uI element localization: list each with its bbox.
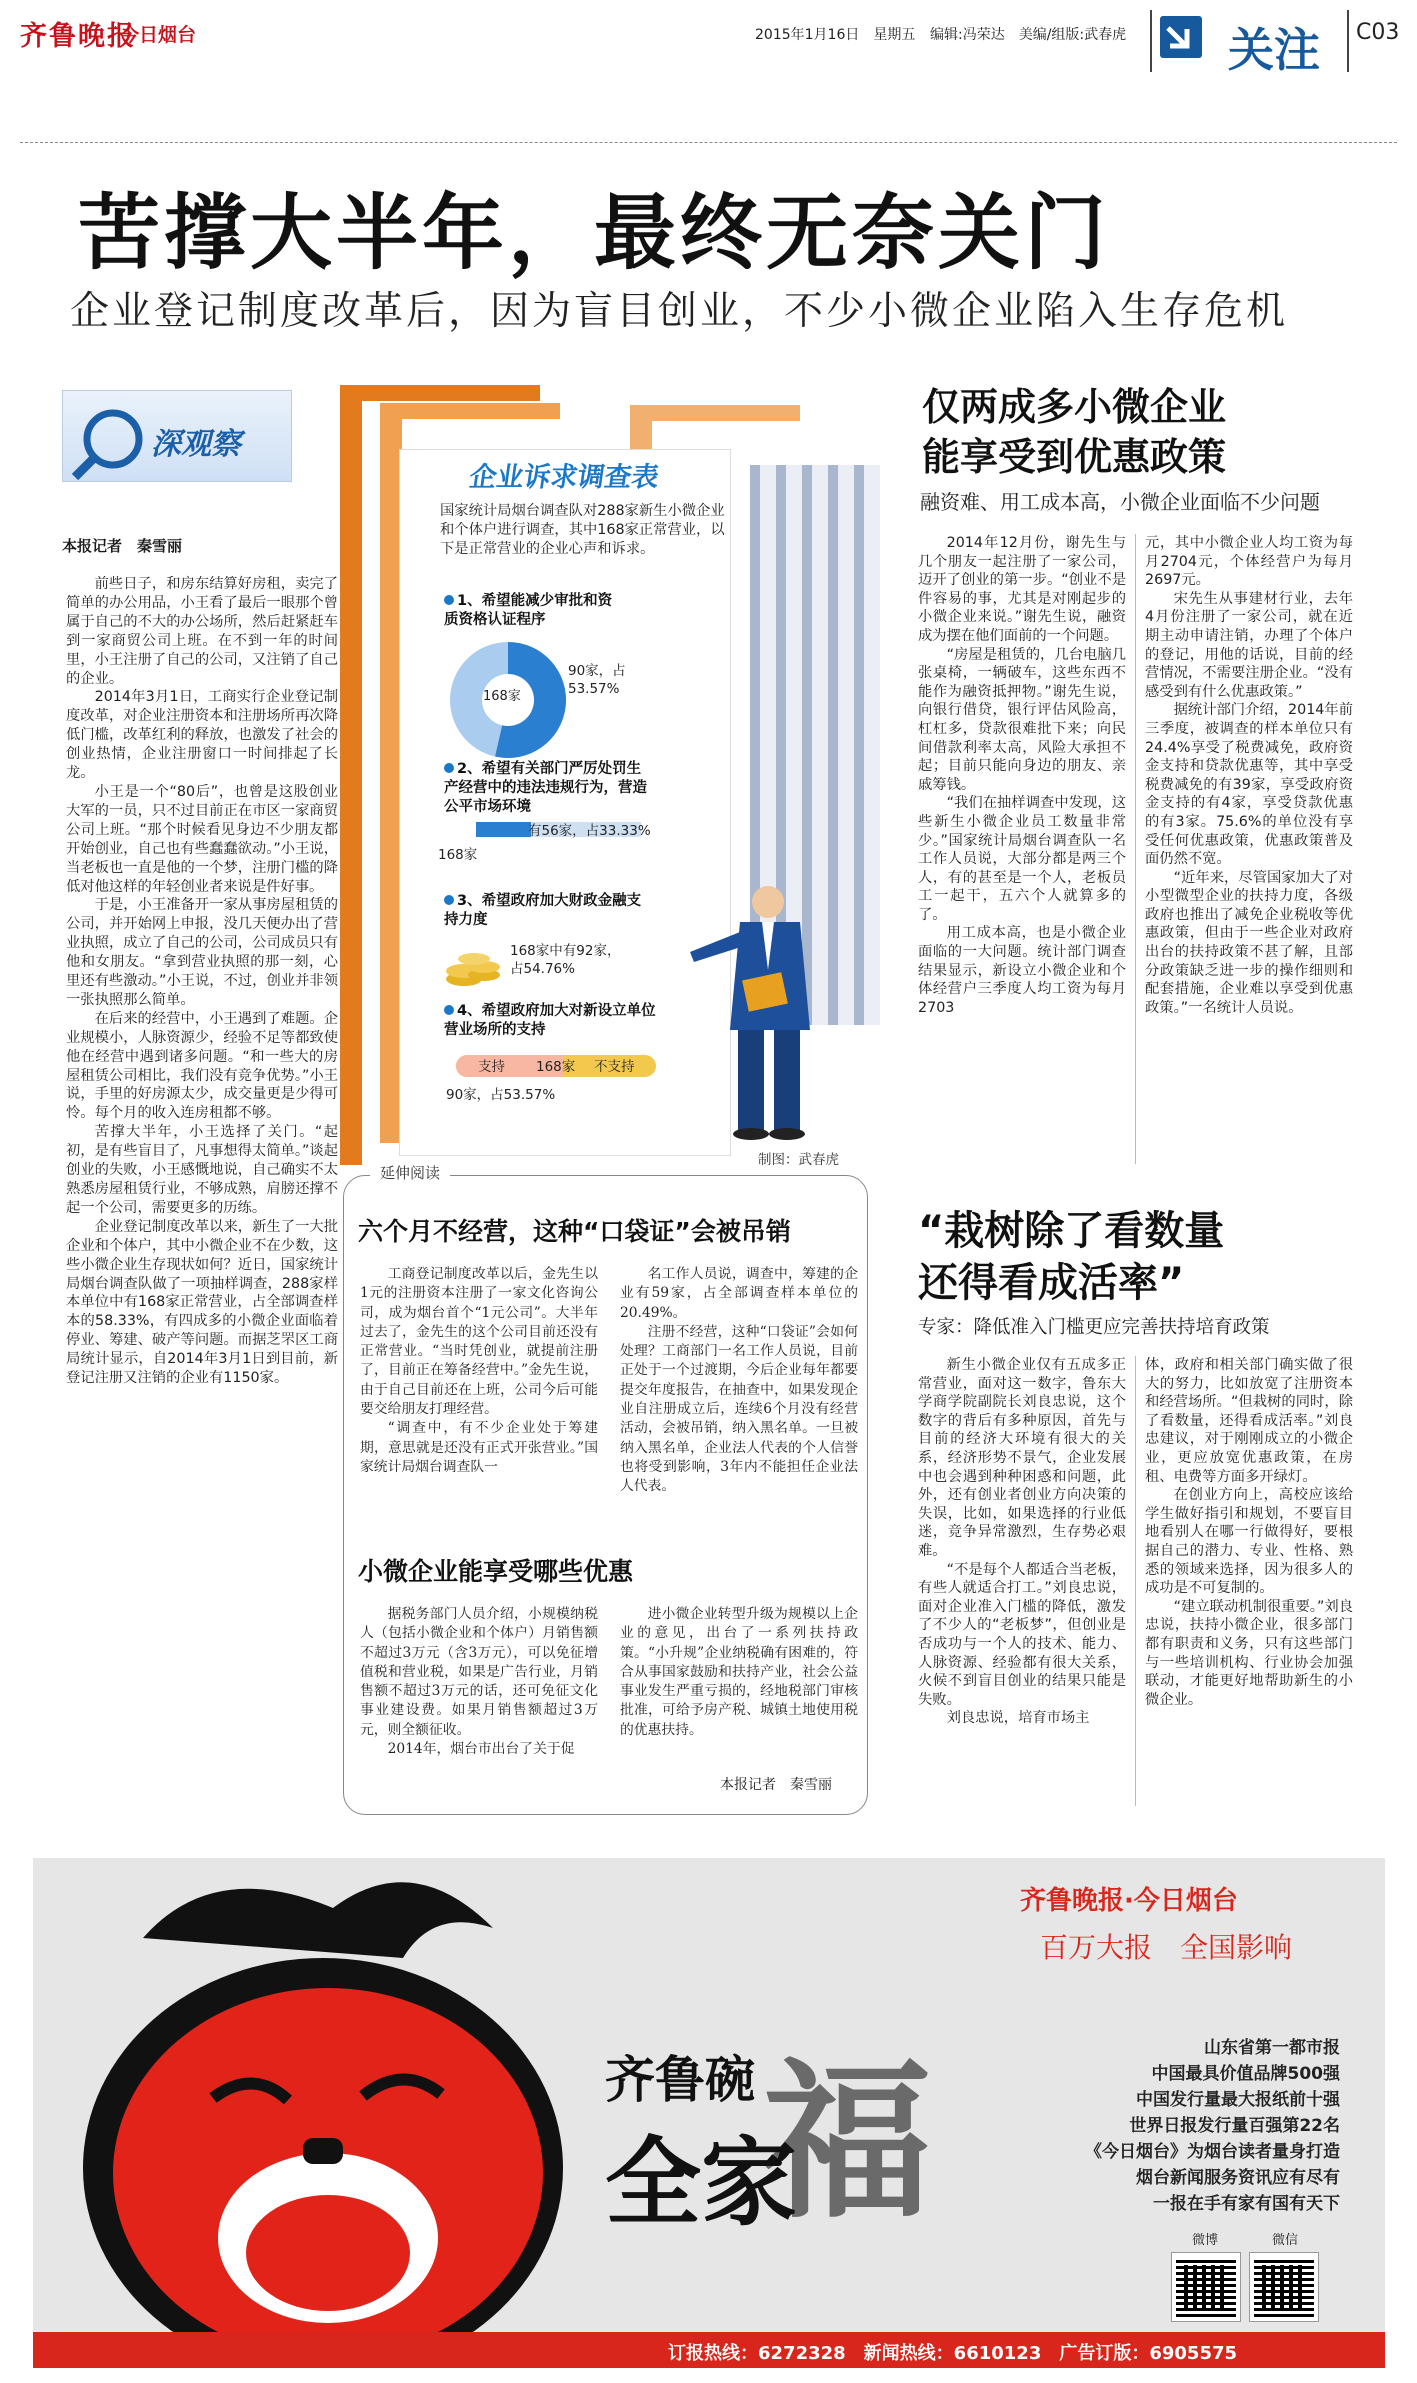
paragraph: 工商登记制度改革以后，金先生以1元的注册资本注册了一家文化咨询公司，成为烟台首个“1元公司”。大半年过去了，金先生的这个公司目前还没有正常营业。“当时凭创业，就提前注册了，目前正在筹备经营中。”金先生说，由于自己目前还在上班，公司今后可能要交给朋友打理经营。 (360, 1266, 598, 1418)
paragraph: 注册不经营，这种“口袋证”会如何处理？工商部门一名工作人员说，目前正处于一个过渡期，今后企业每年都要提交年度报告，在抽查中，如果发现企业自注册成立后，连续6个月没有经营活动，会被吊销，纳入黑名单。一旦被纳入黑名单，企业法人代表的个人信誉也将受到影响，3年内不能担任企业法人代表。 (620, 1323, 858, 1495)
paragraph: 元，其中小微企业人均工资为每月2704元，个体经营户为每月2697元。 (1145, 535, 1353, 589)
hotline-bar: 订报热线：6272328 新闻热线：6610123 广告订版：6905575 (33, 2332, 1385, 2368)
ad-feature: 中国最具价值品牌500强 (1151, 2064, 1340, 2084)
section-arrow-icon (1160, 16, 1202, 58)
sidebar-heading: 小微企业能享受哪些优惠 (358, 1557, 634, 1586)
article-title: “栽树除了看数量 还得看成活率” (918, 1208, 1225, 1306)
ad-feature: 中国发行量最大报纸前十强 (1136, 2090, 1340, 2110)
paragraph: 2014年12月份，谢先生与几个朋友一起注册了一家公司，迈开了创业的第一步。“创业不是件容易的事，尤其是对刚起步的小微企业来说。”谢先生说，融资成为摆在他们面前的一个问题。 (918, 535, 1126, 644)
bar-value-label: 有56家，占33.33% (528, 823, 651, 839)
ad-feature: 烟台新闻服务资讯应有尽有 (1136, 2168, 1340, 2188)
paragraph: 企业登记制度改革以来，新生了一大批企业和个体户，其中小微企业不在少数，这些小微企业生存现状如何？近日，国家统计局烟台调查队做了一项抽样调查，288家样本单位中有168家正常营业，占全部调查样本的58.33%，有四成多的小微企业面临着停业、筹建、破产等问题。而据芝罘区工商局统计显示，自2014年3月1日到目前，新登记注册又注销的企业有1150家。 (66, 1218, 338, 1387)
sidebar-column (620, 1605, 858, 1740)
paragraph: “不是每个人都适合当老板，有些人就适合打工。”刘良忠说，面对企业准入门槛的降低，激发了不少人的“老板梦”，但创业是否成功与一个人的技术、能力、人脉资源、经验都有很大关系，火候不到盲目创业的结果只能是失败。 (918, 1561, 1126, 1708)
article-column (918, 534, 1126, 1017)
survey-question-4: 4、希望政府加大对新设立单位营业场所的支持 (444, 1003, 656, 1038)
main-subheadline: 企业登记制度改革后，因为盲目创业，不少小微企业陷入生存危机 (70, 289, 1289, 334)
split-total-label: 168家 (536, 1059, 576, 1075)
wechat-qr-code[interactable] (1250, 2253, 1318, 2321)
paragraph: 新生小微企业仅有五成多正常营业，面对这一数字，鲁东大学商学院副院长刘良忠说，这个数字的背后有多种原因，首先与目前的经济大环境有很大的关系，经济形势不景气，企业发展中也会遇到种种困惑和问题，此外，还有创业者创业方向决策的失误，比如，如果选择的行业低迷，竞争异常激烈，生存势必艰难。 (918, 1357, 1126, 1559)
mascot-face-illustration (73, 1868, 633, 2348)
paragraph: 于是，小王准备开一家从事房屋租赁的公司，并开始网上申报，没几天便办出了营业执照，成立了自己的公司，公司成员只有他和女朋友。“拿到营业执照的那一刻，心里还有些激动。”小王说，不过，创业并非领一张执照那么简单。 (66, 897, 338, 1008)
paragraph: “建立联动机制很重要。”刘良忠说，扶持小微企业，很多部门都有职责和义务，只有这些部门与一些培训机构、行业协会加强联动，才能更好地帮助新生的小微企业。 (1145, 1598, 1353, 1708)
ad-big-text: 全家 (605, 2127, 797, 2239)
paragraph: 在创业方向上，高校应该给学生做好指引和规划，不要盲目地看别人在哪一行做得好，要根据自己的潜力、专业、性格、熟悉的领域来选择，因为很多人的成功是不可复制的。 (1145, 1487, 1353, 1597)
ad-feature-list (1010, 2035, 1340, 2217)
pie-value-label: 90家，占53.57% (568, 663, 626, 697)
ad-fu-character: 福 (762, 2044, 933, 2242)
paragraph: 小王是一个“80后”，也曾是这股创业大军的一员，只不过目前正在市区一家商贸公司上班。“那个时候看见身边不少朋友都开始创业，自己也有些蠢蠢欲动。”小王说，当老板也一直是他的一个梦，注册门槛的降低对他这样的年轻创业者来说是件好事。 (66, 783, 338, 895)
ad-feature: 一报在手有家有国有天下 (1153, 2194, 1340, 2214)
paragraph: 据税务部门人员介绍，小规模纳税人（包括小微企业和个体户）月销售额不超过3万元（含3万元），可以免征增值税和营业税，如果是广告行业，月销售额不超过3万元的话，还可免征文化事业建设费。如果月销售额超过3万元，则全额征收。 (360, 1606, 598, 1738)
ad-big-text: 齐鲁碗 (605, 2051, 755, 2109)
survey-title: 企业诉求调查表 (467, 462, 661, 493)
paragraph: 名工作人员说，调查中，筹建的企业有59家，占全部调查样本单位的20.49%。 (620, 1266, 858, 1321)
edition-name: 今日烟台 (120, 24, 197, 46)
bar-fill (476, 822, 531, 837)
bullet-icon (444, 895, 454, 905)
article-column (1145, 534, 1353, 1017)
survey-intro: 国家统计局烟台调查队对288家新生小微企业和个体户进行调查，其中168家正常营业，以下是正常营业的企业心声和诉求。 (440, 503, 725, 557)
newspaper-logo: 齐鲁晚报 (20, 21, 136, 52)
header-rule (20, 142, 1397, 143)
paragraph: 体，政府和相关部门确实做了很大的努力，比如放宽了注册资本和经营场所。“但栽树的同时，除了看数量，还得看成活率。”刘良忠建议，对于刚刚成立的小微企业，更应放宽优惠政策，在房租、电费等方面多开绿灯。 (1145, 1357, 1353, 1485)
survey-question-2: 2、希望有关部门严厉处罚生产经营中的违法违规行为，营造公平市场环境 (444, 761, 647, 815)
sidebar-column (360, 1265, 598, 1477)
article-column (1145, 1356, 1353, 1709)
paragraph: 2014年3月1日，工商实行企业登记制度改革，对企业注册资本和注册场所再次降低门槛，改革红利的释放，也激发了社会的创业热情，企业注册窗口一时间排起了长龙。 (66, 689, 338, 782)
sidebar-heading: 六个月不经营，这种“口袋证”会被吊销 (358, 1217, 791, 1246)
bullet-icon (444, 763, 454, 773)
split-no-label: 不支持 (594, 1059, 635, 1075)
survey-question-1: 1、希望能减少审批和资质资格认证程序 (444, 593, 613, 628)
article-column (918, 1356, 1126, 1728)
q4-value-label: 90家，占53.57% (446, 1087, 556, 1103)
bullet-icon (444, 595, 454, 605)
ad-feature: 世界日报发行量百强第22名 (1129, 2116, 1340, 2136)
pie-center-label: 168家 (483, 689, 521, 704)
header-divider (1347, 10, 1349, 72)
ad-brand: 齐鲁晚报·今日烟台 (1020, 1886, 1238, 1916)
paragraph: 前些日子，和房东结算好房租，卖完了简单的办公用品，小王看了最后一眼那个曾属于自己的不大的办公场所，然后赶紧赶车到一家商贸公司上班。在不到一年的时间里，小王注册了自己的公司，又注销了自己的企业。 (66, 576, 338, 687)
paragraph: 刘良忠说，培育市场主 (946, 1710, 1090, 1727)
article-subtitle: 专家：降低准入门槛更应完善扶持培育政策 (918, 1317, 1270, 1338)
header-divider (1150, 10, 1152, 72)
q3-value-label: 168家中有92家，占54.76% (510, 943, 621, 977)
editor-credit: 编辑:冯荣达 美编/组版:武春虎 (930, 27, 1127, 43)
ad-slogan: 百万大报 全国影响 (1040, 1931, 1293, 1964)
paragraph: “我们在抽样调查中发现，这些新生小微企业员工数量非常少。”国家统计局烟台调查队一名工作人员说，大部分都是两三个人，有的甚至是一个人，老板员工一起干，五六个人就算多的了。 (918, 795, 1126, 923)
column-logo (62, 390, 292, 482)
extended-reading-tab: 延伸阅读 (370, 1160, 450, 1185)
paragraph: 苦撑大半年，小王选择了关门。“起初，是有些盲目了，凡事想得太简单。”谈起创业的失败，小王感慨地说，自己确实不太熟悉房屋租赁行业，不够成熟，肩膀还撑不起一个公司，需要更多的历练。 (66, 1124, 338, 1216)
ad-feature: 《今日烟台》为烟台读者量身打造 (1085, 2142, 1340, 2162)
coins-icon (444, 935, 504, 990)
issue-date: 2015年1月16日 星期五 (755, 27, 916, 43)
paragraph: 宋先生从事建材行业，去年4月份注册了一家公司，就在近期主动申请注销，办理了个体户的登记，用他的话说，目前的经营情况，不需要注册企业。“没有感受到有什么优惠政策。” (1145, 590, 1353, 700)
paragraph: 用工成本高，也是小微企业面临的一大问题。统计部门调查结果显示，新设立小微企业和个体经营户三季度人均工资为每月2703 (918, 925, 1126, 1016)
section-title: 关注 (1228, 23, 1320, 77)
bar-total-label: 168家 (438, 847, 478, 863)
page-number: C03 (1356, 20, 1400, 45)
bullet-icon (444, 1005, 454, 1015)
main-headline: 苦撑大半年，最终无奈关门 (78, 186, 1111, 281)
paragraph: 2014年，烟台市出台了关于促 (387, 1741, 575, 1758)
qr-label: 微信 (1272, 2233, 1299, 2248)
main-article-body (66, 575, 338, 1388)
sidebar-column (620, 1265, 858, 1497)
paragraph: “调查中，有不少企业处于筹建期，意思就是还没有正式开张营业。”国家统计局烟台调查队一 (360, 1420, 598, 1475)
column-divider (1135, 534, 1136, 1164)
businessman-illustration (670, 880, 840, 1145)
paragraph: “房屋是租赁的，几台电脑几张桌椅，一辆破车，这些东西不能作为融资抵押物。”谢先生说，向银行借贷，银行评估风险高，杠杠多，贷款很难批下来；向民间借款利率太高，风险大承担不起；目前只能向身边的朋友、亲戚筹钱。 (918, 646, 1126, 793)
weibo-qr-code[interactable] (1172, 2253, 1240, 2321)
paragraph: “近年来，尽管国家加大了对小型微型企业的扶持力度，各级政府也推出了减免企业税收等优惠政策，但由于一些企业对政府出台的扶持政策不甚了解，且部分政策缺乏进一步的操作细则和配套措施，企业难以享受到优惠政策。”一名统计人员说。 (1145, 869, 1353, 1016)
article-title: 仅两成多小微企业 能享受到优惠政策 (922, 385, 1227, 479)
paragraph: 进小微企业转型升级为规模以上企业的意见，出台了一系列扶持政策。“小升规”企业纳税确有困难的，符合从事国家鼓励和扶持产业，社会公益事业发生严重亏损的，经地税部门审核批准，可给予房产税、城镇土地使用税的优惠扶持。 (620, 1606, 858, 1738)
byline: 本报记者 秦雪丽 (720, 1777, 832, 1793)
column-divider (1135, 1356, 1136, 1806)
ad-feature: 山东省第一都市报 (1204, 2038, 1340, 2058)
graphic-credit: 制图：武春虎 (758, 1152, 839, 1168)
column-logo-text: 深观察 (151, 427, 241, 462)
qr-label: 微博 (1192, 2233, 1219, 2248)
article-subtitle: 融资难、用工成本高，小微企业面临不少问题 (920, 490, 1320, 514)
paragraph: 在后来的经营中，小王遇到了难题。企业规模小，人脉资源少，经验不足等都致使他在经营中遇到诸多问题。“和一些大的房屋租赁公司相比，我们没有竞争优势。”小王说，手里的好房源太少，成交量更是少得可怜。每个月的收入连房租都不够。 (66, 1010, 338, 1122)
paragraph: 据统计部门介绍，2014年前三季度，被调查的样本单位只有24.4%享受了税费减免，政府资金支持和贷款优惠等，其中享受税费减免的有39家，享受政府资金支持的有4家，享受贷款优惠的有3家。75.6%的单位没有享受任何优惠政策，优惠政策普及面仍然不宽。 (1145, 702, 1353, 868)
survey-question-3: 3、希望政府加大财政金融支持力度 (444, 893, 642, 928)
split-yes-label: 支持 (478, 1059, 505, 1075)
sidebar-column (360, 1605, 598, 1759)
byline: 本报记者 秦雪丽 (62, 537, 183, 555)
